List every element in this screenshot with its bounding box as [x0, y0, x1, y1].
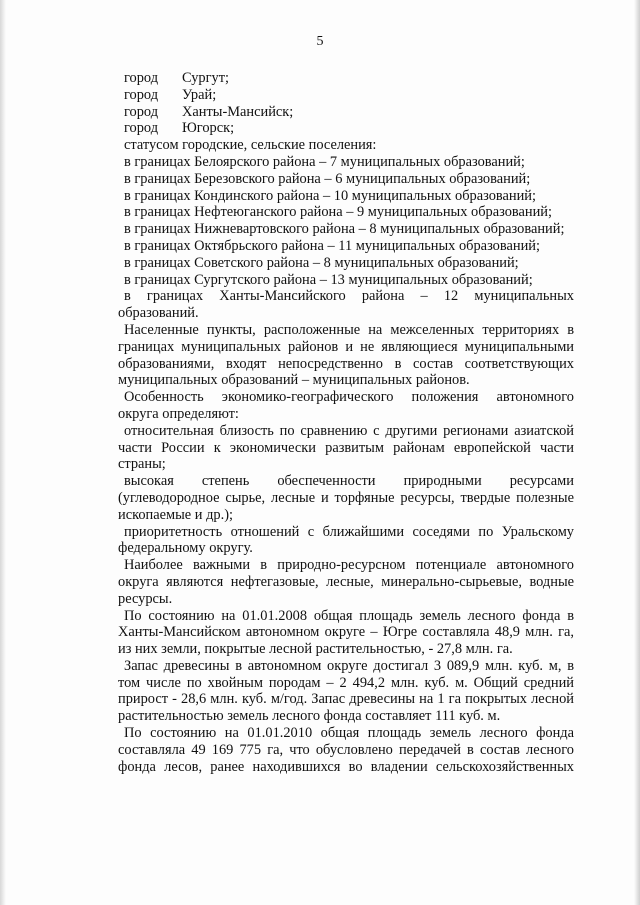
district-item: в границах Кондинского района – 10 муниципальных образований;: [124, 187, 537, 204]
district-item: в границах Нижневартовского района – 8 муниципальных образований;: [124, 221, 565, 238]
page-number: 5: [316, 34, 324, 49]
paragraph: Наиболее важными в природно-ресурсном потенциале автономного округа являются нефтегазовые, лесные, минерально-сырьевые, водные ресурсы.: [118, 557, 574, 607]
city-line: [118, 120, 574, 137]
scan-edge-left: [0, 0, 6, 905]
city-line: [118, 104, 574, 121]
district-item: в границах Нефтеюганского района – 9 муниципальных образований;: [124, 204, 553, 221]
paragraph: Населенные пункты, расположенные на межселенных территориях в границах муниципальных районов и не являющиеся муниципальными образованиями, входят непосредственно в состав соответствующих муниципальных образований – муниципальных районов.: [118, 321, 574, 389]
city-line: [118, 87, 574, 104]
city-line: [118, 70, 574, 87]
district-item: в границах Ханты-Мансийского района – 12 муниципальных образований.: [118, 288, 574, 322]
status-line: статусом городские, сельские поселения:: [124, 137, 377, 154]
paragraph: относительная близость по сравнению с другими регионами азиатской части России к экономически развитым районам европейской части страны;: [118, 422, 574, 473]
district-item: в границах Сургутского района – 13 муниципальных образований;: [124, 271, 533, 288]
district-item: в границах Березовского района – 6 муниципальных образований;: [124, 170, 531, 187]
paragraph: Особенность экономико-географического положения автономного округа определяют:: [118, 389, 574, 422]
paragraph: По состоянию на 01.01.2008 общая площадь земель лесного фонда в Ханты-Мансийском автономном округе – Югре составляла 48,9 млн. га, из них земли, покрытые лесной растительностью, - 27,8 млн. га.: [118, 607, 574, 658]
city-label: город: [124, 103, 159, 120]
city-name: Ханты-Мансийск;: [182, 103, 294, 120]
paragraph: высокая степень обеспеченности природными ресурсами (углеводородное сырье, лесные и торфяные ресурсы, твердые полезные ископаемые и др.);: [118, 473, 574, 523]
document-body: [118, 70, 574, 775]
district-item: в границах Советского района – 8 муниципальных образований;: [124, 254, 519, 271]
scan-edge-right: [634, 0, 640, 905]
city-name: Сургут;: [182, 70, 230, 86]
paragraph: приоритетность отношений с ближайшими соседями по Уральскому федеральному округу.: [118, 523, 574, 557]
paragraph: Запас древесины в автономном округе достигал 3 089,9 млн. куб. м, в том числе по хвойным породам – 2 494,2 млн. куб. м. Общий средний прирост - 28,6 млн. куб. м/год. Запас древесины на 1 га покрытых лесной растительностью земель лесного фонда составляет 111 куб. м.: [118, 657, 574, 725]
district-item: в границах Белоярского района – 7 муниципальных образований;: [124, 153, 525, 170]
city-label: город: [124, 70, 159, 86]
city-name: Югорск;: [182, 120, 235, 137]
district-item: в границах Октябрьского района – 11 муниципальных образований;: [124, 237, 540, 254]
city-label: город: [124, 120, 159, 137]
city-label: город: [124, 86, 159, 103]
city-name: Урай;: [182, 86, 217, 103]
paragraph: По состоянию на 01.01.2010 общая площадь земель лесного фонда составляла 49 169 775 га, что обусловлено передачей в состав лесного фонда лесов, ранее находившихся во владении сельскохозяйственных: [118, 725, 574, 775]
